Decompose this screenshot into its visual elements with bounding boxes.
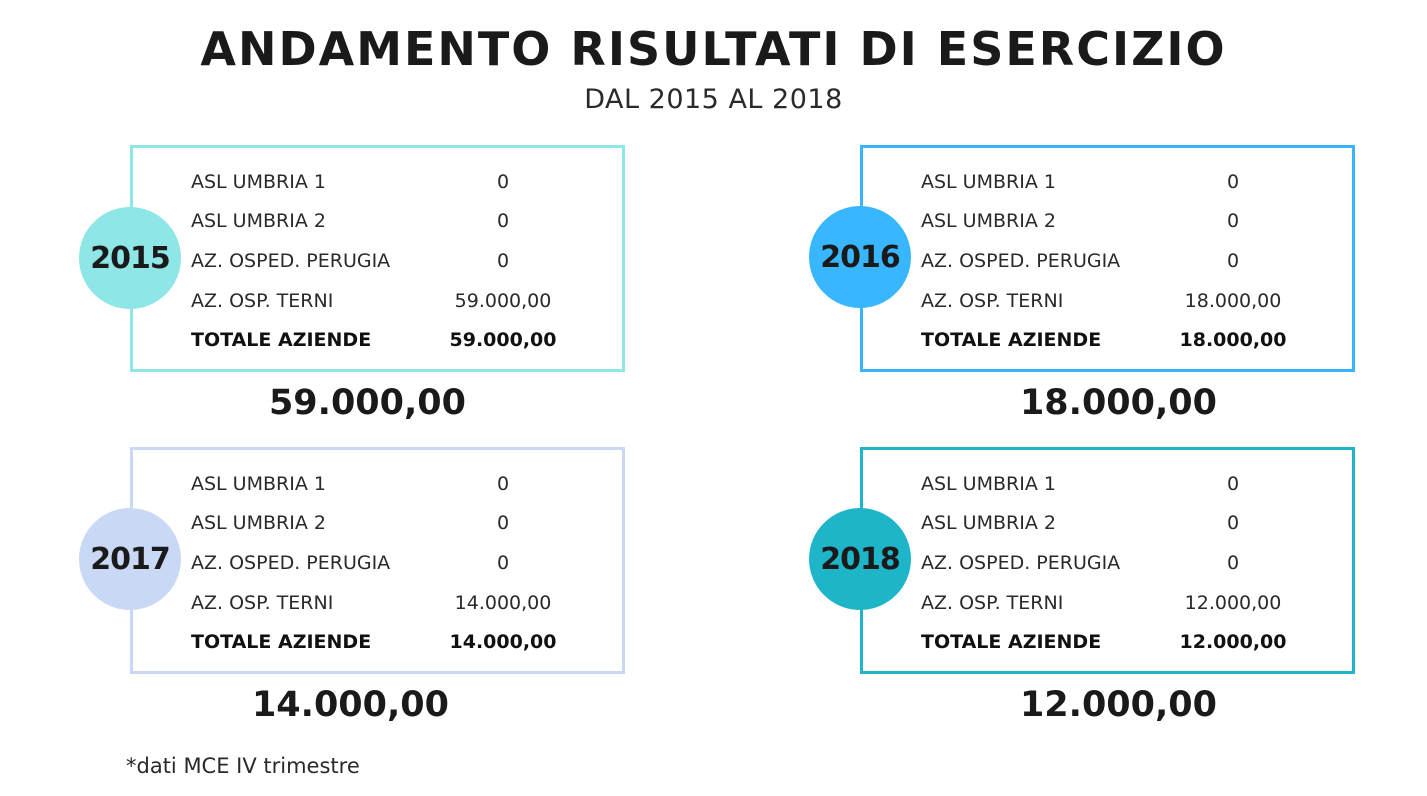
table-row: [191, 162, 611, 202]
company-value: 0: [1226, 170, 1240, 193]
total-row: [921, 622, 1341, 662]
page-title: ANDAMENTO RISULTATI DI ESERCIZIO: [200, 22, 1227, 76]
year-badge-2016: 2016: [809, 206, 911, 308]
company-label: ASL UMBRIA 2: [191, 210, 326, 233]
company-label: AZ. OSPED. PERUGIA: [921, 249, 1121, 272]
company-value: 0: [1226, 210, 1240, 233]
table-row: [191, 583, 611, 623]
results-table: [921, 162, 1341, 360]
table-row: [921, 241, 1341, 281]
total-label: TOTALE AZIENDE: [921, 631, 1102, 654]
company-value: 0: [496, 249, 510, 272]
company-label: AZ. OSPED. PERUGIA: [191, 551, 391, 574]
table-row: [921, 504, 1341, 544]
company-value: 12.000,00: [1184, 591, 1282, 614]
table-row: [191, 464, 611, 504]
total-value: 12.000,00: [1179, 631, 1287, 654]
year-card-2016: [860, 145, 1355, 372]
company-value: 0: [1226, 472, 1240, 495]
year-total-2016: 18.000,00: [1019, 383, 1218, 423]
company-label: ASL UMBRIA 2: [191, 512, 326, 535]
company-label: ASL UMBRIA 1: [921, 170, 1056, 193]
company-label: ASL UMBRIA 1: [191, 170, 326, 193]
results-table: [921, 464, 1341, 662]
total-label: TOTALE AZIENDE: [921, 329, 1102, 352]
year-total-2015: 59.000,00: [268, 383, 467, 423]
company-label: AZ. OSP. TERNI: [921, 591, 1064, 614]
table-row: [921, 202, 1341, 242]
company-label: AZ. OSPED. PERUGIA: [921, 551, 1121, 574]
company-value: 0: [1226, 512, 1240, 535]
company-value: 0: [496, 170, 510, 193]
company-value: 0: [496, 512, 510, 535]
year-badge-2017: 2017: [79, 508, 181, 610]
year-total-2018: 12.000,00: [1019, 685, 1218, 725]
total-label: TOTALE AZIENDE: [191, 329, 372, 352]
company-value: 0: [1226, 249, 1240, 272]
company-value: 18.000,00: [1184, 289, 1282, 312]
company-label: AZ. OSP. TERNI: [921, 289, 1064, 312]
total-row: [191, 320, 611, 360]
total-value: 14.000,00: [449, 631, 557, 654]
total-row: [921, 320, 1341, 360]
total-value: 59.000,00: [449, 329, 557, 352]
table-row: [191, 543, 611, 583]
year-badge-2015: 2015: [79, 207, 181, 309]
company-label: ASL UMBRIA 2: [921, 210, 1056, 233]
table-row: [921, 543, 1341, 583]
company-label: AZ. OSP. TERNI: [191, 591, 334, 614]
table-row: [191, 241, 611, 281]
year-card-2017: [130, 447, 625, 674]
page-subtitle: DAL 2015 AL 2018: [584, 84, 843, 115]
company-value: 0: [496, 472, 510, 495]
table-row: [921, 281, 1341, 321]
company-value: 0: [1226, 551, 1240, 574]
results-table: [191, 464, 611, 662]
table-row: [191, 281, 611, 321]
company-value: 0: [496, 551, 510, 574]
total-row: [191, 622, 611, 662]
table-row: [921, 464, 1341, 504]
year-card-2018: [860, 447, 1355, 674]
company-label: ASL UMBRIA 1: [921, 472, 1056, 495]
year-total-2017: 14.000,00: [251, 685, 450, 725]
total-label: TOTALE AZIENDE: [191, 631, 372, 654]
company-value: 59.000,00: [454, 289, 552, 312]
year-card-2015: [130, 145, 625, 372]
company-value: 0: [496, 210, 510, 233]
company-value: 14.000,00: [454, 591, 552, 614]
company-label: ASL UMBRIA 1: [191, 472, 326, 495]
company-label: ASL UMBRIA 2: [921, 512, 1056, 535]
total-value: 18.000,00: [1179, 329, 1287, 352]
table-row: [191, 504, 611, 544]
table-row: [191, 202, 611, 242]
year-badge-2018: 2018: [809, 508, 911, 610]
results-table: [191, 162, 611, 360]
company-label: AZ. OSPED. PERUGIA: [191, 249, 391, 272]
table-row: [921, 583, 1341, 623]
company-label: AZ. OSP. TERNI: [191, 289, 334, 312]
footnote: *dati MCE IV trimestre: [126, 754, 360, 778]
table-row: [921, 162, 1341, 202]
